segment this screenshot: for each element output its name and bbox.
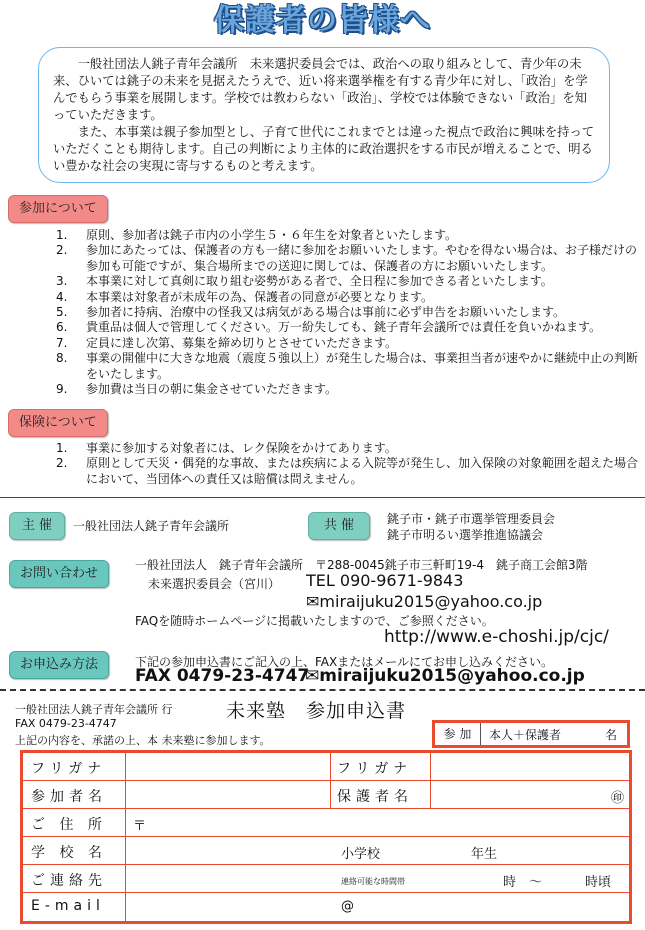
- section-divider: [0, 497, 645, 498]
- list-item: 1. 事業に参加する対象者には、レク保険をかけてあります。: [56, 441, 397, 455]
- seal-icon: ㊞: [611, 791, 625, 806]
- form-row-address[interactable]: [23, 809, 629, 837]
- time-from: 時 ～: [503, 875, 543, 890]
- participation-list: [56, 228, 642, 397]
- furigana-label-1: フリガナ: [31, 761, 107, 777]
- school-label: 学 校 名: [31, 845, 107, 861]
- form-fax: FAX 0479-23-4747: [15, 717, 117, 730]
- contact-label: お問い合わせ: [9, 560, 109, 588]
- list-item: 4. 本事業は対象者が未成年の為、保護者の同意が必要となります。: [56, 289, 434, 304]
- postal-mark: 〒: [133, 819, 147, 834]
- form-row-furigana[interactable]: [23, 753, 629, 781]
- page-title: 保護者の皆様へ: [214, 3, 431, 38]
- cosponsor-line-1: 銚子市・銚子市選挙管理委員会: [387, 512, 556, 526]
- contact-address: 一般社団法人 銚子青年会議所 〒288-0045銚子市三軒町19-4 銚子商工会館3階: [135, 558, 588, 572]
- contact-committee: 未来選択委員会（宮川）: [148, 577, 281, 591]
- list-item: 1. 原則、参加者は銚子市内の小学生５・６年生を対象者といたします。: [56, 228, 458, 242]
- intro-paragraph-2: また、本事業は親子参加型とし、子育て世代にこれまでとは違った視点で政治に興味を持っていただくことも期待します。自己の判断により主体的に政治選択をする市民が増えることで、明るい豊かな社会の実現に寄与するものと考えます。: [53, 125, 595, 173]
- form-row-contact[interactable]: [23, 865, 629, 893]
- cosponsor-label: 共 催: [308, 512, 370, 540]
- apply-fax: FAX 0479-23-4747: [135, 666, 310, 686]
- form-title: 未来塾 参加申込書: [226, 700, 407, 722]
- list-item: 7. 定員に達し次第、募集を締め切りとさせていただきます。: [56, 335, 398, 350]
- organizer-name: 一般社団法人銚子青年会議所: [73, 519, 230, 533]
- available-time-label: 連絡可能な時間帯: [341, 877, 405, 886]
- form-row-names[interactable]: [23, 781, 629, 809]
- form-row-school[interactable]: [23, 837, 629, 865]
- participant-name-label: 参加者名: [31, 789, 107, 805]
- list-item: 9. 参加費は当日の朝に集金させていただきます。: [56, 382, 338, 397]
- insurance-heading: 保険について: [8, 409, 108, 437]
- apply-instruction: 下記の参加申込書にご記入の上、FAXまたはメールにてお申し込みください。: [135, 655, 553, 669]
- contact-email[interactable]: ✉miraijuku2015@yahoo.co.jp: [306, 592, 543, 611]
- guardian-name-label: 保護者名: [337, 789, 413, 805]
- form-row-email[interactable]: [23, 893, 629, 921]
- list-item: 2. 参加にあたっては、保護者の方も一緒に参加をお願いいたします。やむを得ない場合は、お子様だけの参加も可能ですが、集合場所までの送迎に関しては、保護者の方にお願いいたします。: [56, 243, 638, 273]
- address-label: ご 住 所: [31, 817, 107, 833]
- cosponsor-line-2: 銚子市明るい選挙推進協議会: [387, 528, 544, 542]
- furigana-label-2: フリガナ: [337, 761, 413, 777]
- school-suffix: 小学校: [341, 847, 381, 862]
- participation-heading: 参加について: [8, 195, 108, 223]
- contact-number-label: ご連絡先: [31, 873, 107, 889]
- participant-count-label: 参 加: [435, 723, 481, 745]
- intro-paragraph-1: 一般社団法人銚子青年会議所 未来選択委員会では、政治への取り組みとして、青少年の未来、ひいては銚子の未来を見据えたうえで、近い将来選挙権を有する青少年に対し、「政治」を学んでもらう事業を展開します。学校では教わらない「政治」、学校では体験できない「政治」を知っていただきます。: [53, 57, 588, 122]
- list-item: 3. 本事業に対して真剣に取り組む姿勢がある者で、全日程に参加できる者といたします。: [56, 274, 553, 289]
- organizer-label: 主 催: [9, 512, 65, 540]
- grade-suffix: 年生: [471, 847, 498, 862]
- list-item: 2. 原則として天災・偶発的な事故、または疾病による入院等が発生し、加入保険の対象範囲を超えた場合において、当団体への責任又は賠償は問えません。: [56, 456, 639, 486]
- cut-line: [0, 689, 645, 691]
- time-to: 時頃: [585, 875, 612, 890]
- apply-label: お申込み方法: [9, 651, 109, 679]
- participant-count-unit: 名: [604, 727, 617, 742]
- application-form: [20, 750, 632, 924]
- contact-tel: TEL 090-9671-9843: [306, 571, 464, 590]
- intro-box: [38, 47, 610, 183]
- form-consent: 上記の内容を、承諾の上、本 未来塾に参加します。: [15, 734, 271, 747]
- apply-email[interactable]: ✉miraijuku2015@yahoo.co.jp: [305, 666, 585, 686]
- participant-count-value: 本人＋保護者: [489, 727, 562, 742]
- participant-count-box[interactable]: [432, 720, 630, 748]
- email-label: E-mail: [31, 898, 105, 914]
- list-item: 5. 参加者に持病、治療中の怪我又は病気がある場合は事前に必ず申告をお願いいたします。: [56, 305, 566, 320]
- contact-url[interactable]: http://www.e-choshi.jp/cjc/: [384, 627, 609, 647]
- insurance-list: [56, 441, 642, 487]
- list-item: 8. 事業の開催中に大きな地震（震度５強以上）が発生した場合は、事業担当者が速やかに継続中止の判断をいたします。: [56, 351, 639, 381]
- form-addressee: 一般社団法人銚子青年会議所 行: [15, 703, 173, 716]
- list-item: 6. 貴重品は個人で管理してください。万一紛失しても、銚子青年会議所では責任を負いかねます。: [56, 320, 602, 335]
- contact-faq: FAQを随時ホームページに掲載いたしますので、ご参照ください。: [135, 614, 494, 628]
- at-mark: @: [341, 899, 354, 914]
